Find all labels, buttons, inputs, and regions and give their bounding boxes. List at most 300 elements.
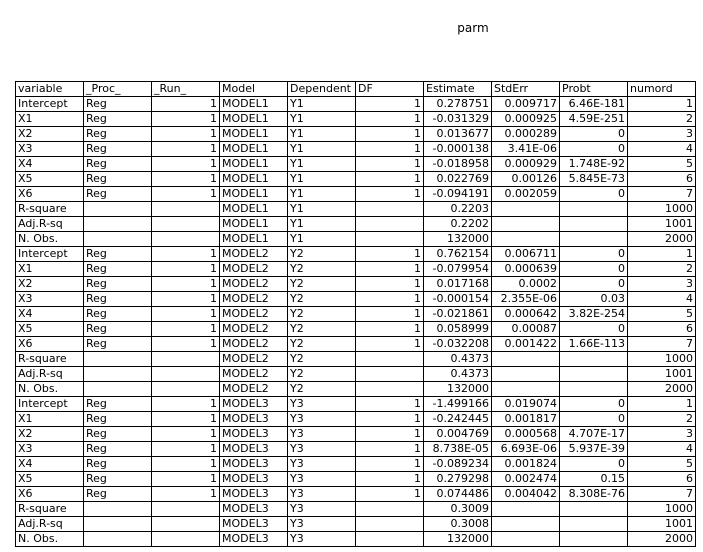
- cell-stderr[interactable]: 0.00087: [492, 322, 560, 337]
- cell-df[interactable]: 1: [356, 322, 424, 337]
- cell-probt[interactable]: [560, 532, 628, 547]
- cell-model[interactable]: MODEL1: [220, 232, 288, 247]
- cell-df[interactable]: 1: [356, 397, 424, 412]
- cell-run[interactable]: 1: [152, 337, 220, 352]
- cell-model[interactable]: MODEL2: [220, 367, 288, 382]
- cell-stderr[interactable]: [492, 532, 560, 547]
- cell-stderr[interactable]: 0.001817: [492, 412, 560, 427]
- cell-df[interactable]: 1: [356, 292, 424, 307]
- cell-dependent[interactable]: Y3: [288, 457, 356, 472]
- cell-run[interactable]: 1: [152, 157, 220, 172]
- cell-probt[interactable]: [560, 367, 628, 382]
- cell-stderr[interactable]: 0.009717: [492, 97, 560, 112]
- cell-run[interactable]: 1: [152, 187, 220, 202]
- cell-proc[interactable]: [84, 502, 152, 517]
- cell-numord[interactable]: 7: [628, 187, 696, 202]
- cell-numord[interactable]: 6: [628, 172, 696, 187]
- column-header-probt[interactable]: Probt: [560, 82, 628, 97]
- cell-numord[interactable]: 2000: [628, 532, 696, 547]
- cell-probt[interactable]: [560, 232, 628, 247]
- cell-probt[interactable]: 3.82E-254: [560, 307, 628, 322]
- cell-variable[interactable]: X6: [16, 337, 84, 352]
- cell-probt[interactable]: 0: [560, 142, 628, 157]
- cell-dependent[interactable]: Y1: [288, 217, 356, 232]
- cell-stderr[interactable]: [492, 502, 560, 517]
- cell-estimate[interactable]: -0.089234: [424, 457, 492, 472]
- cell-variable[interactable]: X4: [16, 457, 84, 472]
- cell-df[interactable]: 1: [356, 262, 424, 277]
- cell-estimate[interactable]: 132000: [424, 532, 492, 547]
- cell-dependent[interactable]: Y1: [288, 157, 356, 172]
- cell-model[interactable]: MODEL2: [220, 352, 288, 367]
- cell-run[interactable]: 1: [152, 292, 220, 307]
- cell-probt[interactable]: 0: [560, 187, 628, 202]
- cell-probt[interactable]: [560, 517, 628, 532]
- cell-model[interactable]: MODEL3: [220, 502, 288, 517]
- cell-run[interactable]: 1: [152, 457, 220, 472]
- cell-model[interactable]: MODEL1: [220, 217, 288, 232]
- cell-df[interactable]: [356, 202, 424, 217]
- cell-model[interactable]: MODEL2: [220, 247, 288, 262]
- cell-df[interactable]: 1: [356, 472, 424, 487]
- cell-model[interactable]: MODEL2: [220, 307, 288, 322]
- cell-numord[interactable]: 6: [628, 472, 696, 487]
- cell-numord[interactable]: 6: [628, 322, 696, 337]
- cell-proc[interactable]: Reg: [84, 112, 152, 127]
- cell-variable[interactable]: R-square: [16, 502, 84, 517]
- cell-model[interactable]: MODEL3: [220, 487, 288, 502]
- cell-proc[interactable]: [84, 382, 152, 397]
- cell-numord[interactable]: 2: [628, 112, 696, 127]
- cell-estimate[interactable]: -0.018958: [424, 157, 492, 172]
- cell-df[interactable]: [356, 217, 424, 232]
- cell-estimate[interactable]: -0.031329: [424, 112, 492, 127]
- cell-dependent[interactable]: Y2: [288, 292, 356, 307]
- cell-variable[interactable]: N. Obs.: [16, 382, 84, 397]
- cell-estimate[interactable]: 0.074486: [424, 487, 492, 502]
- cell-probt[interactable]: 5.845E-73: [560, 172, 628, 187]
- cell-variable[interactable]: Intercept: [16, 397, 84, 412]
- cell-variable[interactable]: X4: [16, 307, 84, 322]
- cell-df[interactable]: 1: [356, 97, 424, 112]
- cell-variable[interactable]: X6: [16, 487, 84, 502]
- cell-dependent[interactable]: Y3: [288, 427, 356, 442]
- cell-run[interactable]: [152, 352, 220, 367]
- cell-stderr[interactable]: 2.355E-06: [492, 292, 560, 307]
- cell-variable[interactable]: X3: [16, 292, 84, 307]
- cell-probt[interactable]: 4.59E-251: [560, 112, 628, 127]
- cell-stderr[interactable]: [492, 382, 560, 397]
- cell-dependent[interactable]: Y3: [288, 412, 356, 427]
- cell-probt[interactable]: [560, 217, 628, 232]
- cell-proc[interactable]: Reg: [84, 157, 152, 172]
- cell-dependent[interactable]: Y3: [288, 502, 356, 517]
- cell-run[interactable]: 1: [152, 142, 220, 157]
- cell-probt[interactable]: 0: [560, 322, 628, 337]
- cell-run[interactable]: [152, 232, 220, 247]
- cell-stderr[interactable]: 0.00126: [492, 172, 560, 187]
- cell-stderr[interactable]: [492, 352, 560, 367]
- cell-probt[interactable]: 4.707E-17: [560, 427, 628, 442]
- cell-estimate[interactable]: 132000: [424, 232, 492, 247]
- cell-run[interactable]: [152, 367, 220, 382]
- cell-estimate[interactable]: 0.2203: [424, 202, 492, 217]
- cell-dependent[interactable]: Y2: [288, 307, 356, 322]
- cell-numord[interactable]: 7: [628, 487, 696, 502]
- cell-variable[interactable]: X5: [16, 472, 84, 487]
- cell-df[interactable]: 1: [356, 427, 424, 442]
- cell-numord[interactable]: 1001: [628, 367, 696, 382]
- cell-dependent[interactable]: Y3: [288, 532, 356, 547]
- cell-dependent[interactable]: Y2: [288, 322, 356, 337]
- cell-estimate[interactable]: 132000: [424, 382, 492, 397]
- cell-estimate[interactable]: 0.3009: [424, 502, 492, 517]
- cell-estimate[interactable]: -0.094191: [424, 187, 492, 202]
- cell-df[interactable]: [356, 532, 424, 547]
- cell-proc[interactable]: [84, 532, 152, 547]
- cell-numord[interactable]: 2: [628, 412, 696, 427]
- cell-probt[interactable]: [560, 502, 628, 517]
- cell-dependent[interactable]: Y2: [288, 382, 356, 397]
- cell-dependent[interactable]: Y2: [288, 247, 356, 262]
- cell-run[interactable]: 1: [152, 472, 220, 487]
- cell-numord[interactable]: 1001: [628, 217, 696, 232]
- cell-estimate[interactable]: 0.022769: [424, 172, 492, 187]
- cell-variable[interactable]: Adj.R-sq: [16, 217, 84, 232]
- cell-model[interactable]: MODEL1: [220, 97, 288, 112]
- cell-estimate[interactable]: 0.013677: [424, 127, 492, 142]
- cell-estimate[interactable]: 0.4373: [424, 367, 492, 382]
- cell-run[interactable]: 1: [152, 262, 220, 277]
- cell-estimate[interactable]: -0.079954: [424, 262, 492, 277]
- cell-variable[interactable]: X2: [16, 277, 84, 292]
- cell-probt[interactable]: 5.937E-39: [560, 442, 628, 457]
- cell-probt[interactable]: 0: [560, 412, 628, 427]
- column-header-proc[interactable]: _Proc_: [84, 82, 152, 97]
- cell-run[interactable]: 1: [152, 397, 220, 412]
- cell-probt[interactable]: 0: [560, 127, 628, 142]
- cell-variable[interactable]: R-square: [16, 202, 84, 217]
- cell-variable[interactable]: X1: [16, 262, 84, 277]
- cell-stderr[interactable]: 0.001824: [492, 457, 560, 472]
- cell-df[interactable]: 1: [356, 157, 424, 172]
- cell-proc[interactable]: Reg: [84, 142, 152, 157]
- cell-variable[interactable]: Intercept: [16, 247, 84, 262]
- cell-stderr[interactable]: 6.693E-06: [492, 442, 560, 457]
- cell-estimate[interactable]: 0.004769: [424, 427, 492, 442]
- cell-proc[interactable]: Reg: [84, 277, 152, 292]
- cell-run[interactable]: 1: [152, 127, 220, 142]
- cell-estimate[interactable]: -0.000154: [424, 292, 492, 307]
- cell-stderr[interactable]: [492, 217, 560, 232]
- cell-df[interactable]: 1: [356, 277, 424, 292]
- column-header-variable[interactable]: variable: [16, 82, 84, 97]
- cell-run[interactable]: [152, 532, 220, 547]
- cell-stderr[interactable]: 3.41E-06: [492, 142, 560, 157]
- cell-stderr[interactable]: [492, 367, 560, 382]
- cell-dependent[interactable]: Y2: [288, 352, 356, 367]
- cell-proc[interactable]: Reg: [84, 97, 152, 112]
- cell-model[interactable]: MODEL2: [220, 292, 288, 307]
- cell-run[interactable]: 1: [152, 412, 220, 427]
- cell-estimate[interactable]: 0.762154: [424, 247, 492, 262]
- cell-stderr[interactable]: 0.000639: [492, 262, 560, 277]
- cell-estimate[interactable]: 0.058999: [424, 322, 492, 337]
- cell-proc[interactable]: [84, 202, 152, 217]
- cell-dependent[interactable]: Y3: [288, 487, 356, 502]
- column-header-stderr[interactable]: StdErr: [492, 82, 560, 97]
- cell-df[interactable]: [356, 502, 424, 517]
- cell-stderr[interactable]: 0.000289: [492, 127, 560, 142]
- cell-model[interactable]: MODEL1: [220, 172, 288, 187]
- cell-df[interactable]: [356, 382, 424, 397]
- cell-variable[interactable]: X6: [16, 187, 84, 202]
- cell-proc[interactable]: Reg: [84, 397, 152, 412]
- cell-numord[interactable]: 2000: [628, 232, 696, 247]
- cell-estimate[interactable]: 0.2202: [424, 217, 492, 232]
- cell-probt[interactable]: 0.03: [560, 292, 628, 307]
- cell-dependent[interactable]: Y1: [288, 232, 356, 247]
- cell-estimate[interactable]: -0.032208: [424, 337, 492, 352]
- cell-df[interactable]: 1: [356, 142, 424, 157]
- cell-df[interactable]: 1: [356, 307, 424, 322]
- cell-probt[interactable]: 8.308E-76: [560, 487, 628, 502]
- cell-numord[interactable]: 1000: [628, 202, 696, 217]
- cell-stderr[interactable]: 0.002474: [492, 472, 560, 487]
- cell-run[interactable]: 1: [152, 97, 220, 112]
- cell-proc[interactable]: Reg: [84, 472, 152, 487]
- cell-numord[interactable]: 3: [628, 277, 696, 292]
- cell-numord[interactable]: 5: [628, 457, 696, 472]
- cell-probt[interactable]: [560, 382, 628, 397]
- cell-dependent[interactable]: Y1: [288, 202, 356, 217]
- cell-numord[interactable]: 1: [628, 97, 696, 112]
- cell-variable[interactable]: X3: [16, 142, 84, 157]
- cell-estimate[interactable]: 8.738E-05: [424, 442, 492, 457]
- column-header-numord[interactable]: numord: [628, 82, 696, 97]
- cell-dependent[interactable]: Y1: [288, 112, 356, 127]
- cell-estimate[interactable]: 0.278751: [424, 97, 492, 112]
- cell-stderr[interactable]: 0.001422: [492, 337, 560, 352]
- column-header-df[interactable]: DF: [356, 82, 424, 97]
- cell-proc[interactable]: [84, 352, 152, 367]
- cell-estimate[interactable]: 0.279298: [424, 472, 492, 487]
- cell-estimate[interactable]: 0.4373: [424, 352, 492, 367]
- cell-variable[interactable]: R-square: [16, 352, 84, 367]
- cell-proc[interactable]: Reg: [84, 172, 152, 187]
- cell-df[interactable]: 1: [356, 187, 424, 202]
- cell-variable[interactable]: Adj.R-sq: [16, 517, 84, 532]
- cell-probt[interactable]: 0: [560, 247, 628, 262]
- cell-variable[interactable]: X3: [16, 442, 84, 457]
- cell-proc[interactable]: Reg: [84, 412, 152, 427]
- cell-proc[interactable]: [84, 367, 152, 382]
- cell-run[interactable]: 1: [152, 172, 220, 187]
- cell-numord[interactable]: 1: [628, 247, 696, 262]
- cell-stderr[interactable]: 0.004042: [492, 487, 560, 502]
- cell-dependent[interactable]: Y2: [288, 262, 356, 277]
- cell-variable[interactable]: X1: [16, 112, 84, 127]
- cell-dependent[interactable]: Y1: [288, 187, 356, 202]
- cell-df[interactable]: 1: [356, 412, 424, 427]
- cell-run[interactable]: [152, 517, 220, 532]
- cell-stderr[interactable]: 0.000925: [492, 112, 560, 127]
- cell-variable[interactable]: Adj.R-sq: [16, 367, 84, 382]
- cell-df[interactable]: [356, 367, 424, 382]
- cell-dependent[interactable]: Y3: [288, 517, 356, 532]
- cell-df[interactable]: 1: [356, 442, 424, 457]
- cell-proc[interactable]: Reg: [84, 127, 152, 142]
- cell-df[interactable]: 1: [356, 112, 424, 127]
- cell-numord[interactable]: 7: [628, 337, 696, 352]
- cell-model[interactable]: MODEL3: [220, 517, 288, 532]
- cell-dependent[interactable]: Y3: [288, 442, 356, 457]
- cell-dependent[interactable]: Y1: [288, 142, 356, 157]
- cell-df[interactable]: 1: [356, 127, 424, 142]
- cell-numord[interactable]: 2000: [628, 382, 696, 397]
- cell-model[interactable]: MODEL1: [220, 202, 288, 217]
- cell-probt[interactable]: 6.46E-181: [560, 97, 628, 112]
- cell-proc[interactable]: Reg: [84, 292, 152, 307]
- column-header-run[interactable]: _Run_: [152, 82, 220, 97]
- cell-model[interactable]: MODEL1: [220, 187, 288, 202]
- cell-proc[interactable]: Reg: [84, 262, 152, 277]
- cell-run[interactable]: 1: [152, 112, 220, 127]
- cell-df[interactable]: [356, 352, 424, 367]
- cell-run[interactable]: [152, 502, 220, 517]
- cell-run[interactable]: 1: [152, 427, 220, 442]
- cell-numord[interactable]: 4: [628, 442, 696, 457]
- cell-df[interactable]: 1: [356, 487, 424, 502]
- cell-probt[interactable]: 0: [560, 397, 628, 412]
- cell-estimate[interactable]: -0.000138: [424, 142, 492, 157]
- cell-variable[interactable]: X4: [16, 157, 84, 172]
- cell-proc[interactable]: Reg: [84, 457, 152, 472]
- cell-model[interactable]: MODEL3: [220, 412, 288, 427]
- cell-numord[interactable]: 1000: [628, 352, 696, 367]
- cell-proc[interactable]: Reg: [84, 442, 152, 457]
- cell-probt[interactable]: [560, 352, 628, 367]
- cell-model[interactable]: MODEL1: [220, 127, 288, 142]
- cell-stderr[interactable]: 0.006711: [492, 247, 560, 262]
- cell-numord[interactable]: 5: [628, 307, 696, 322]
- cell-estimate[interactable]: 0.3008: [424, 517, 492, 532]
- cell-proc[interactable]: Reg: [84, 427, 152, 442]
- cell-numord[interactable]: 3: [628, 127, 696, 142]
- cell-numord[interactable]: 4: [628, 142, 696, 157]
- cell-model[interactable]: MODEL2: [220, 337, 288, 352]
- cell-proc[interactable]: [84, 217, 152, 232]
- cell-variable[interactable]: N. Obs.: [16, 532, 84, 547]
- cell-dependent[interactable]: Y1: [288, 97, 356, 112]
- cell-run[interactable]: 1: [152, 322, 220, 337]
- cell-df[interactable]: [356, 517, 424, 532]
- cell-model[interactable]: MODEL3: [220, 472, 288, 487]
- cell-probt[interactable]: 0: [560, 457, 628, 472]
- cell-run[interactable]: [152, 217, 220, 232]
- cell-probt[interactable]: 0.15: [560, 472, 628, 487]
- cell-dependent[interactable]: Y3: [288, 472, 356, 487]
- cell-proc[interactable]: [84, 232, 152, 247]
- cell-dependent[interactable]: Y2: [288, 367, 356, 382]
- cell-variable[interactable]: X5: [16, 322, 84, 337]
- cell-run[interactable]: 1: [152, 247, 220, 262]
- cell-stderr[interactable]: 0.000929: [492, 157, 560, 172]
- column-header-dependent[interactable]: Dependent: [288, 82, 356, 97]
- cell-model[interactable]: MODEL2: [220, 262, 288, 277]
- cell-model[interactable]: MODEL3: [220, 442, 288, 457]
- cell-probt[interactable]: 0: [560, 262, 628, 277]
- cell-probt[interactable]: 1.748E-92: [560, 157, 628, 172]
- cell-df[interactable]: [356, 232, 424, 247]
- cell-run[interactable]: 1: [152, 277, 220, 292]
- cell-df[interactable]: 1: [356, 457, 424, 472]
- cell-stderr[interactable]: 0.019074: [492, 397, 560, 412]
- cell-proc[interactable]: Reg: [84, 337, 152, 352]
- cell-numord[interactable]: 1001: [628, 517, 696, 532]
- cell-df[interactable]: 1: [356, 172, 424, 187]
- column-header-model[interactable]: Model: [220, 82, 288, 97]
- cell-proc[interactable]: Reg: [84, 322, 152, 337]
- cell-model[interactable]: MODEL3: [220, 532, 288, 547]
- column-header-estimate[interactable]: Estimate: [424, 82, 492, 97]
- cell-proc[interactable]: Reg: [84, 247, 152, 262]
- cell-proc[interactable]: Reg: [84, 487, 152, 502]
- cell-dependent[interactable]: Y2: [288, 337, 356, 352]
- cell-df[interactable]: 1: [356, 247, 424, 262]
- cell-stderr[interactable]: 0.002059: [492, 187, 560, 202]
- cell-dependent[interactable]: Y1: [288, 127, 356, 142]
- cell-proc[interactable]: Reg: [84, 307, 152, 322]
- cell-estimate[interactable]: -0.242445: [424, 412, 492, 427]
- cell-stderr[interactable]: [492, 202, 560, 217]
- cell-variable[interactable]: X5: [16, 172, 84, 187]
- cell-model[interactable]: MODEL2: [220, 322, 288, 337]
- cell-stderr[interactable]: 0.0002: [492, 277, 560, 292]
- cell-model[interactable]: MODEL3: [220, 427, 288, 442]
- cell-dependent[interactable]: Y3: [288, 397, 356, 412]
- cell-proc[interactable]: Reg: [84, 187, 152, 202]
- cell-stderr[interactable]: 0.000568: [492, 427, 560, 442]
- cell-numord[interactable]: 3: [628, 427, 696, 442]
- cell-variable[interactable]: N. Obs.: [16, 232, 84, 247]
- cell-model[interactable]: MODEL2: [220, 277, 288, 292]
- cell-model[interactable]: MODEL2: [220, 382, 288, 397]
- cell-model[interactable]: MODEL1: [220, 157, 288, 172]
- cell-proc[interactable]: [84, 517, 152, 532]
- cell-numord[interactable]: 1: [628, 397, 696, 412]
- cell-numord[interactable]: 4: [628, 292, 696, 307]
- cell-run[interactable]: [152, 382, 220, 397]
- cell-probt[interactable]: 0: [560, 277, 628, 292]
- cell-run[interactable]: [152, 202, 220, 217]
- cell-run[interactable]: 1: [152, 487, 220, 502]
- cell-estimate[interactable]: -1.499166: [424, 397, 492, 412]
- cell-stderr[interactable]: [492, 517, 560, 532]
- cell-numord[interactable]: 5: [628, 157, 696, 172]
- cell-run[interactable]: 1: [152, 442, 220, 457]
- cell-probt[interactable]: [560, 202, 628, 217]
- cell-numord[interactable]: 1000: [628, 502, 696, 517]
- cell-model[interactable]: MODEL1: [220, 112, 288, 127]
- cell-variable[interactable]: X2: [16, 427, 84, 442]
- cell-estimate[interactable]: -0.021861: [424, 307, 492, 322]
- cell-model[interactable]: MODEL1: [220, 142, 288, 157]
- cell-dependent[interactable]: Y1: [288, 172, 356, 187]
- cell-probt[interactable]: 1.66E-113: [560, 337, 628, 352]
- cell-variable[interactable]: X2: [16, 127, 84, 142]
- cell-stderr[interactable]: [492, 232, 560, 247]
